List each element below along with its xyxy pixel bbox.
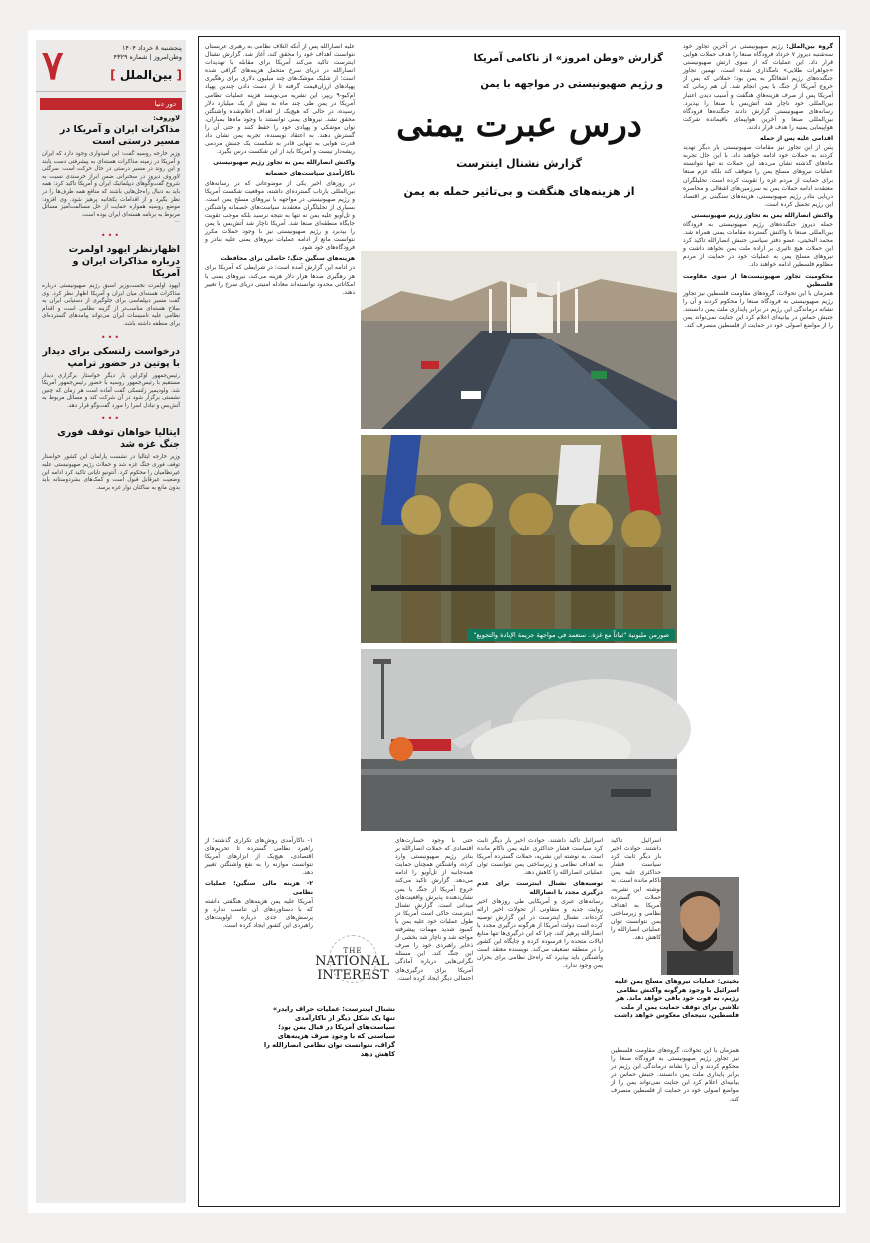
masthead xyxy=(36,40,186,92)
column-text: اسرائیل تاکید داشتند. حوادث اخیر بار دیگر ثابت کرد سیاست فشار حداکثری علیه یمن ناکام مانده است. به نوشته این نشریه، حملات گسترده آمریکا به اهداف نظامی و زیرساختی یمن نتوانست توان عملیاتی انصارالله را کاهش دهد. xyxy=(610,837,661,942)
subheading: هزینه‌های سنگین جنگ؛ حاصلی برای محافظت xyxy=(220,255,355,263)
pull-quote: نشنال اینترست: عملیات حراف رایدر» تنها یک شکل دیگر از ناکارآمدی سیاست‌های آمریکا در قبال یمن بود؛ سیاستی که با وجود صرف هزینه‌های گزاف، نتوانست توان نظامی انصارالله را کاهش دهد xyxy=(263,1005,395,1058)
logo-text-top: THE xyxy=(343,947,363,955)
headline-kicker: گزارش «وطن امروز» از ناکامی آمریکا xyxy=(473,53,663,64)
airport-photo-image xyxy=(361,649,677,831)
side-story-filler: — xyxy=(174,219,180,226)
issue-number: شماره ۴۳۲۹ xyxy=(113,53,148,61)
side-story-title[interactable]: درخواست زلنسکی برای دیدار با پوتین در حضور ترامپ xyxy=(42,345,180,369)
story-divider: ••• xyxy=(100,332,122,342)
column-text: ۱- ناکارآمدی روش‌های تکراری گذشته؛ از راهبرد نظامی گسترده تا تحریم‌های اقتصادی، هیچ‌یک از ابزارهای آمریکا نتوانست موازنه را به نفع واشنگتن تغییر دهد. xyxy=(205,837,313,877)
issue-line xyxy=(86,53,182,62)
main-headline[interactable]: درس عبرت یمنی xyxy=(396,105,642,145)
issue-date: پنجشنبه ۸ خرداد ۱۴۰۴ xyxy=(121,44,182,52)
spokesman-portrait xyxy=(661,877,739,975)
subheading: اقدامی علیه پس از حمله xyxy=(760,135,833,143)
side-story[interactable] xyxy=(36,114,186,227)
article-column-3-top xyxy=(610,837,661,942)
column-text: در روزهای اخیر یکی از موضوعاتی که در رسانه‌های بین‌المللی بارتاب گسترده‌ای داشته، موقعیت شکست آمریکا و رژیم صهیونیستی در مواجهه با نیروهای مسلح یمن است. بسیاری از تحلیلگران معتقدند سیاست‌های خصمانه واشنگتن و تل‌آویو علیه یمن نه تنها به نتیجه نرسید بلکه موجب تقویت جایگاه منطقه‌ای صنعا شد. آمریکا ناچار شد آتش‌بس با یمن را بپذیرد و رژیم صهیونیستی نیز با وجود حملات مکرر نتوانست مانع از ادامه عملیات نیروهای یمنی علیه بنادر و فرودگاه‌های خود شود. xyxy=(205,179,355,252)
column-text: در ادامه این گزارش آمده است: در شرایطی که آمریکا برای هر رهگیری صدها هزار دلار هزینه می‌کند، نیروهای یمنی با امکاناتی محدود توانسته‌اند معادله امنیتی دریای سرخ را تغییر دهند. xyxy=(205,264,355,296)
headline-kicker: و رژیم صهیونیستی در مواجهه با یمن xyxy=(480,79,663,90)
section-tag: دور دنیا xyxy=(40,98,182,110)
separator: | xyxy=(147,53,152,61)
side-story[interactable] xyxy=(36,427,186,492)
newspaper-page xyxy=(28,30,846,1213)
bracket-right: [ xyxy=(172,68,182,82)
subheading: ۲- هزینه مالی سنگین؛ عملیات نظامی xyxy=(205,880,313,896)
headline-subtitle: از هزینه‌های هنگفت و بی‌تاثیر حمله به یمن xyxy=(403,185,635,198)
side-story-body: وزیر خارجه روسیه گفت: این امیدواری وجود دارد که ایران و آمریکا در زمینه مذاکرات هسته‌ای به پیشرفتی دست یابند و این روند در مسیر درستی در حال حرکت است. سرگئی لاوروف دیروز در سخنرانی ضمن ابراز خرسندی نسبت به شروع گفت‌وگوهای دیپلماتیک ایران و آمریکا تاکید کرد: همه باید به دنبال راه‌حل‌هایی باشند که منافع همه طرف‌ها را در نظر بگیرد و از اقدامات یکجانبه پرهیز شود. وی افزود: موضع روسیه همواره حمایت از حل مسالمت‌آمیز مسائل مربوط به برنامه هسته‌ای ایران بوده است. xyxy=(42,151,180,218)
article-column-4 xyxy=(477,837,603,1201)
national-interest-logo xyxy=(317,935,389,997)
column-text: حتی با وجود خسارت‌های اقتصادی که حملات انصارالله بر بنادر رژیم صهیونیستی وارد کرده، واشنگتن همچنان حمایت همه‌جانبه از تل‌آویو را ادامه می‌دهد. گزارش تاکید می‌کند خروج آمریکا از جنگ با یمن نشان‌دهنده پذیرش واقعیت‌های میدانی است. xyxy=(395,837,473,909)
story-divider: ••• xyxy=(100,230,122,240)
brand-label: بین‌الملل xyxy=(119,68,173,82)
portrait-image xyxy=(661,877,739,975)
column-text: آمریکا علیه یمن هزینه‌های هنگفتی داشته که با دستاوردهای آن تناسب ندارد و پرسش‌های جدی درباره اولویت‌های راهبردی این کشور ایجاد کرده است. xyxy=(205,897,313,929)
crowd-photo xyxy=(361,251,677,429)
portrait-quote: بخیتی: عملیات نیروهای مسلح یمن علیه اسرائیل با وجود هرگونه واکنش نظامی رژیم، به قوت خود باقی خواهد ماند. هر تلاشی برای توقف حمایت یمن از ملت فلسطین، نتیجه‌ای معکوس خواهد داشت xyxy=(614,977,739,1020)
airport-photo xyxy=(361,649,677,831)
photo-caption: صورمن مليونية "ثباتاً مع غزة.. ستعمد في مواجهة جريمة الإبادة والتجويع" xyxy=(467,629,675,641)
story-divider: ••• xyxy=(100,414,122,424)
section-brand xyxy=(86,68,182,82)
logo-text-main: NATIONAL INTEREST xyxy=(315,954,389,983)
subheading: محکومیت تجاوز صهیونیست‌ها از سوی مقاومت فلسطین xyxy=(683,272,833,288)
column-text: اسرائیل تاکید داشتند. حوادث اخیر بار دیگر ثابت کرد سیاست فشار حداکثری علیه یمن ناکام مانده است. به نوشته این نشریه، حملات گسترده آمریکا به اهداف نظامی و زیرساختی یمن نتوانست توان عملیاتی انصارالله را کاهش دهد. xyxy=(477,837,603,877)
side-story-title[interactable]: اظهارنظر ایهود اولمرت درباره مذاکرات ایران و آمریکا xyxy=(68,243,180,279)
column-text: رسانه‌های عبری و آمریکایی طی روزهای اخیر روایت جدید و متفاوتی از تحولات اخیر ارائه کرده‌اند. نشنال اینترست در این گزارش توصیه کرده است دولت آمریکا از هرگونه درگیری مجدد با انصارالله پرهیز کند، چرا که این درگیری‌ها تنها منابع ایالات متحده را فرسوده کرده و جایگاه این کشور را در منطقه تضعیف می‌کند. نویسنده معتقد است واشنگتن باید بپذیرد که راه‌حل نظامی برای بحران یمن وجود ندارد. xyxy=(477,897,603,970)
side-story-body: رئیس‌جمهور اوکراین بار دیگر خواستار برگزاری دیدار مستقیم با رئیس‌جمهور روسیه با حضور رئیس‌جمهور آمریکا شد. ولودیمیر زلنسکی گفت آماده است هر زمان که چنین نشستی برگزار شود در آن شرکت کند و مسائل مربوط به آتش‌بس و تبادل اسرا را مورد گفت‌وگو قرار دهد. xyxy=(42,372,180,409)
side-story-title[interactable]: مذاکرات ایران و آمریکا در مسیر درستی است xyxy=(59,124,180,147)
article-column-2 xyxy=(205,43,355,841)
side-story[interactable] xyxy=(36,244,186,329)
bracket-left: ] xyxy=(110,68,120,82)
side-story-body: وزیر خارجه ایتالیا در نشست پارلمان این کشور خواستار توقف فوری جنگ غزه شد و حملات رژیم صهیونیستی علیه غیرنظامیان را محکوم کرد. آنتونیو تایانی تاکید کرد ادامه این وضعیت غیرقابل قبول است و کمک‌های بشردوستانه باید بدون مانع به ساکنان نوار غزه برسد. xyxy=(42,454,180,491)
column-text: گزارش نشنال اینترست حاکی است آمریکا در طول عملیات خود علیه یمن با کمبود شدید مهمات پیشرفته مواجه شد و ناچار شد بخشی از ذخایر راهبردی خود را صرف این جنگ کند. این مسئله نگرانی‌هایی درباره آمادگی آمریکا برای درگیری‌های احتمالی دیگر ایجاد کرده است. xyxy=(395,901,473,982)
side-story[interactable] xyxy=(36,346,186,411)
subheading: ناکارآمدی سیاست‌های خصمانه xyxy=(265,170,355,178)
column-text: حمله دیروز جنگنده‌های رژیم صهیونیستی به فرودگاه بین‌المللی صنعا با واکنش گسترده مقامات یمنی همراه شد. محمد البخیتی، عضو دفتر سیاسی جنبش انصارالله تاکید کرد این حملات هیچ تاثیری بر اراده ملت یمن نخواهد داشت و نیروهای مسلح یمن به عملیات خود در حمایت از مردم مظلوم فلسطین ادامه خواهند داد. xyxy=(683,220,833,269)
column-text: علیه انصارالله پس از آنکه ائتلاف نظامی به رهبری عربستان نتوانست اهداف خود را محقق کند، آغاز شد. گزارش نشنال اینترست تاکید می‌کند آمریکا برای مقابله با تهدیدات انصارالله در دریای سرخ متحمل هزینه‌های گزافی شده است؛ از شلیک موشک‌های چند میلیون دلاری برای رهگیری پهپادهای ارزان‌قیمت گرفته تا از دست دادن چندین پهپاد ام‌کیو-۹ ریپر. این نشریه می‌نویسد هزینه عملیات نظامی آمریکا در یمن طی چند ماه به بیش از یک میلیارد دلار رسیده، در حالی که هیچ‌یک از اهداف اعلام‌شده واشنگتن محقق نشد. نیروهای یمنی توانستند با وجود ماه‌ها بمباران، توان موشکی و پهپادی خود را حفظ کنند و حتی آن را گسترش دهند. به اعتقاد نویسنده، تجربه یمن نشان داد قدرت هوایی به تنهایی قادر به شکست یک جنبش مردمی ریشه‌دار نیست و آمریکا باید از این شکست درس بگیرد. xyxy=(205,43,355,156)
column-text: پس از این تجاوز نیز مقامات صهیونیستی بار دیگر تهدید کردند به حملات خود ادامه خواهند داد. با این حال تجربه ماه‌های گذشته نشان می‌دهد این حملات نه تنها نتوانسته عملیات نیروهای مسلح یمن را متوقف کند بلکه عزم صنعا برای حمایت از مردم غزه را تقویت کرده است. تحلیلگران معتقدند ادامه حملات یمن به سرزمین‌های اشغالی و محاصره دریایی بنادر رژیم صهیونیستی، هزینه‌های سنگینی بر اقتصاد این رژیم تحمیل کرده است. xyxy=(683,144,833,208)
page-number: ۷ xyxy=(42,42,64,89)
column-text: رژیم صهیونیستی در آخرین تجاوز خود سه‌شنبه دیروز ۷ خرداد فرودگاه صنعا را هدف حملات هوایی قرار داد. این عملیات که از سوی ارتش صهیونیستی «جواهرات طلایی» نامگذاری شده است، نهمین تجاوز جنگنده‌های رژیم اشغالگر به یمن بود؛ حملاتی که پس از خروج آمریکا از جنگ با یمن انجام شد. آن هم زمانی که آمریکا پس از صرف هزینه‌های هنگفت و آسیب دیدن اعتبار بین‌المللی خود ناچار شد آتش‌بس با صنعا را بپذیرد. رسانه‌های صهیونیستی گزارش دادند جنگنده‌ها فرودگاه بین‌المللی صنعا و آخرین هواپیمای باقیمانده شرکت هواپیمایی یمنیه را هدف قرار دادند. xyxy=(683,43,833,131)
column-text: همزمان با این تحولات، گروه‌های مقاومت فلسطین نیز تجاوز رژیم صهیونیستی به فرودگاه صنعا را محکوم کردند و آن را نشانه درماندگی این رژیم در برابر پایداری ملت یمن دانستند. جنبش حماس در بیانیه‌ای اعلام کرد این جنایت نمی‌تواند یمن را از مواضع اصولی خود در حمایت از فلسطین منصرف کند. xyxy=(683,289,833,330)
masthead-info xyxy=(86,44,182,82)
side-story-body: ایهود اولمرت نخست‌وزیر اسبق رژیم صهیونیستی درباره مذاکرات هسته‌ای میان ایران و آمریکا اظهار نظر کرد. وی گفت مسیر دیپلماسی برای جلوگیری از دستیابی ایران به سلاح هسته‌ای مناسب‌تر از گزینه نظامی است و اقدام نظامی علیه تاسیسات ایران می‌تواند پیامدهای گسترده‌ای برای منطقه داشته باشد. xyxy=(42,282,180,327)
lead-label: گروه بین‌الملل: xyxy=(786,43,833,50)
crowd-photo-image xyxy=(361,251,677,429)
headline-subtitle: گزارش نشنال اینترست xyxy=(456,157,582,170)
paper-name: وطن‌امروز xyxy=(153,53,182,61)
article-column-7 xyxy=(611,1047,739,1201)
subheading: واکنش انصارالله یمن به تجاوز رژیم صهیونیستی xyxy=(691,211,833,219)
article-column-5 xyxy=(395,837,473,1201)
side-story-title[interactable]: ایتالیا خواهان توقف فوری جنگ غزه شد xyxy=(57,427,180,451)
logo-ring xyxy=(329,935,377,983)
news-sidebar xyxy=(36,40,186,1203)
headline-block xyxy=(361,41,677,251)
column-text: همزمان با این تحولات، گروه‌های مقاومت فلسطین نیز تجاوز رژیم صهیونیستی به فرودگاه صنعا را محکوم کردند و آن را نشانه درماندگی این رژیم در برابر پایداری ملت یمن دانستند. جنبش حماس در بیانیه‌ای اعلام کرد این جنایت نمی‌تواند یمن را از مواضع اصولی خود در حمایت از فلسطین منصرف کند. xyxy=(611,1047,739,1103)
subheading: واکنش انصارالله یمن به تجاوز رژیم صهیونیستی xyxy=(213,159,355,167)
soldiers-photo xyxy=(361,435,677,643)
main-article-frame xyxy=(198,36,840,1207)
subheading: توصیه‌های نشنال اینترست برای عدم درگیری مجدد با انصارالله xyxy=(477,880,603,896)
soldiers-photo-image xyxy=(361,435,677,643)
article-column-1 xyxy=(683,43,833,1201)
side-story-kicker: لاوروف: xyxy=(153,114,180,122)
article-column-6 xyxy=(205,837,313,1201)
